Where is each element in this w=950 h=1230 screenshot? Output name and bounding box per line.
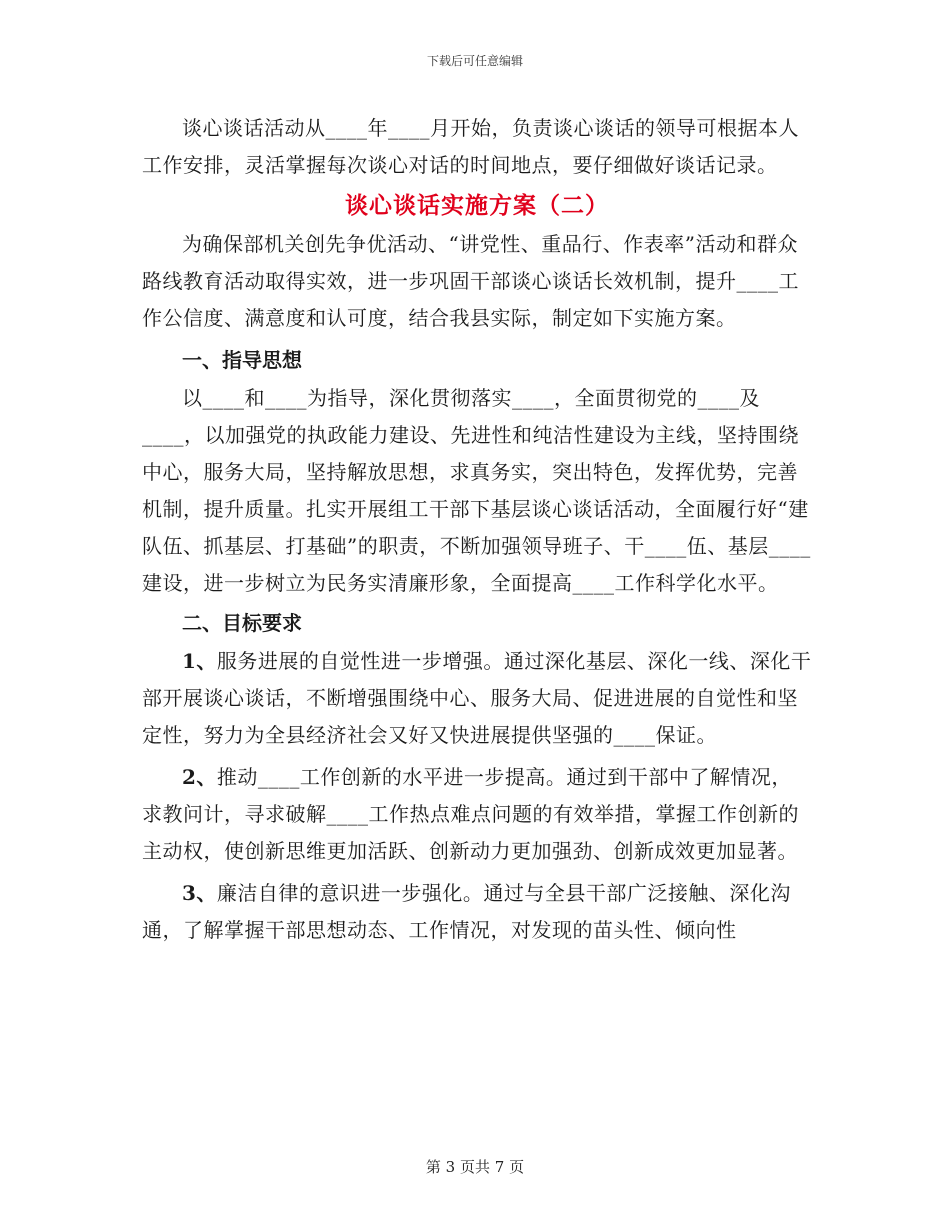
document-title: 谈心谈话实施方案（二） (345, 192, 609, 219)
page-footer: 第 3 页共 7 页 (425, 1158, 525, 1176)
opening-paragraph: 为确保部机关创先争优活动、“讲党性、重品行、作表率”活动和群众路线教育活动取得实效，进一步巩固干部谈心谈话长效机制，提升____工作公信度、满意度和认可度，结合我县实际，制定如下实施方案。 (142, 232, 799, 330)
goal-item-number: 3、 (182, 881, 217, 905)
section-1-body: 以____和____为指导，深化贯彻落实____，全面贯彻党的____及____，以加强党的执政能力建设、先进性和纯洁性建设为主线，坚持围绕中心，服务大局，坚持解放思想，求真务实，突出特色，发挥优势，完善机制，提升质量。扎实开展组工干部下基层谈心谈话活动，全面履行好“建队伍、抓基层、打基础”的职责，不断加强领导班子、干____伍、基层____建设，进一步树立为民务实清廉形象，全面提高____工作科学化水平。 (142, 386, 811, 595)
goal-item-3 (142, 875, 812, 949)
goal-item-1 (142, 643, 812, 754)
page-content (142, 110, 812, 949)
goal-item-2 (142, 759, 812, 870)
goal-item-number: 2、 (182, 765, 217, 789)
section-1-heading: 一、指导思想 (182, 348, 302, 372)
intro-paragraph: 谈心谈话活动从____年____月开始，负责谈心谈话的领导可根据本人工作安排，灵活掌握每次谈心对话的时间地点，要仔细做好谈话记录。 (142, 116, 799, 177)
goal-item-text: 廉洁自律的意识进一步强化。通过与全县干部广泛接触、深化沟通，了解掌握干部思想动态、工作情况，对发现的苗头性、倾向性 (142, 881, 791, 942)
section-2-heading: 二、目标要求 (182, 611, 302, 635)
goal-item-text: 服务进展的自觉性进一步增强。通过深化基层、深化一线、深化干部开展谈心谈话，不断增强围绕中心、服务大局、促进进展的自觉性和坚定性，努力为全县经济社会又好又快进展提供坚强的____保证。 (142, 649, 812, 747)
goal-item-text: 推动____工作创新的水平进一步提高。通过到干部中了解情况，求教问计，寻求破解____工作热点难点问题的有效举措，掌握工作创新的主动权，使创新思维更加活跃、创新动力更加强劲、创新成效更加显著。 (142, 765, 799, 863)
goal-item-number: 1、 (182, 649, 217, 673)
page-header: 下载后可任意编辑 (426, 54, 523, 68)
